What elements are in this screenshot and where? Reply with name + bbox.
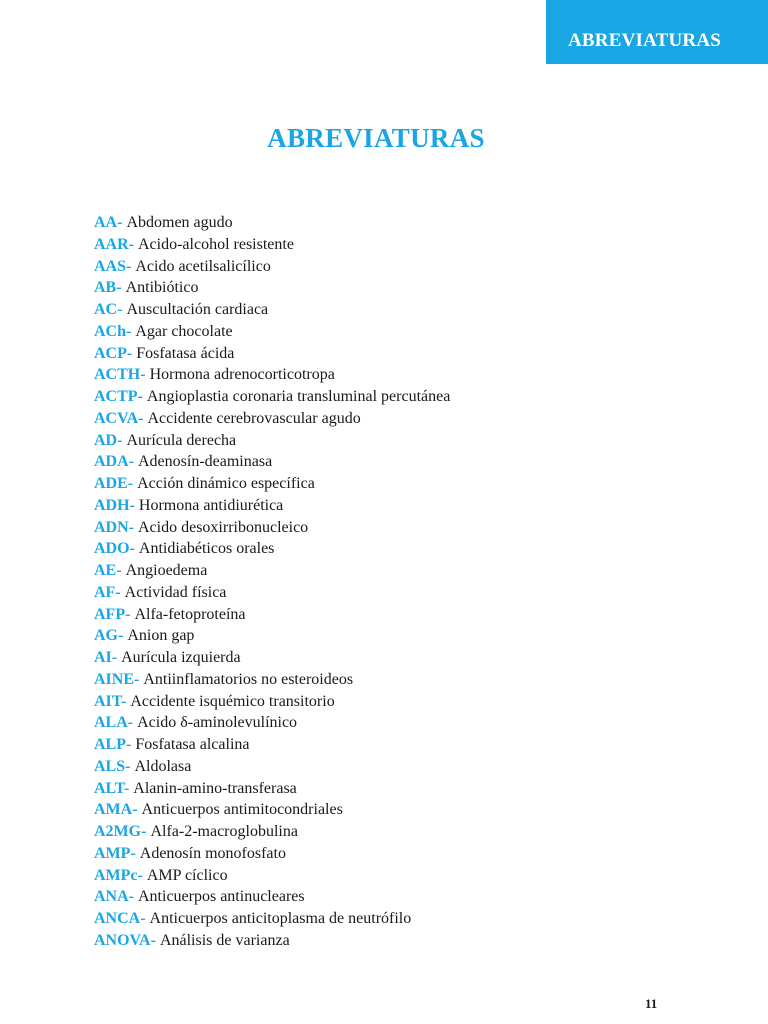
abbreviation-definition: Aldolasa: [134, 757, 192, 775]
abbreviation-code: AF: [94, 583, 116, 601]
abbreviation-separator: -: [137, 866, 147, 884]
abbreviation-entry: [94, 343, 450, 365]
abbreviation-separator: -: [129, 540, 139, 558]
abbreviation-separator: -: [128, 235, 138, 253]
abbreviation-definition: AMP cíclico: [146, 866, 228, 884]
section-header-label: ABREVIATURAS: [568, 30, 722, 51]
abbreviation-entry: [94, 430, 450, 452]
abbreviation-entry: [94, 517, 450, 539]
abbreviation-definition: Alfa-2-macroglobulina: [150, 823, 298, 840]
abbreviation-separator: -: [137, 388, 147, 405]
abbreviation-entry: [94, 604, 450, 626]
abbreviation-separator: -: [120, 692, 131, 710]
abbreviation-separator: -: [126, 736, 136, 753]
abbreviation-separator: -: [117, 214, 127, 231]
abbreviation-separator: -: [128, 518, 138, 536]
abbreviation-entry: [94, 473, 450, 495]
abbreviation-separator: -: [132, 801, 142, 819]
abbreviation-separator: -: [117, 431, 127, 449]
abbreviation-code: AD: [94, 431, 118, 449]
abbreviation-definition: Accidente cerebrovascular agudo: [147, 409, 361, 427]
abbreviation-separator: -: [141, 823, 151, 840]
abbreviation-code: ACP: [94, 344, 127, 362]
abbreviation-code: AMA: [94, 801, 133, 819]
abbreviation-code: AINE: [94, 670, 135, 688]
abbreviation-definition: Antidiabéticos orales: [138, 540, 275, 558]
abbreviation-code: AFP: [94, 605, 126, 623]
abbreviation-entry: [94, 277, 450, 299]
abbreviation-separator: -: [118, 627, 128, 645]
abbreviation-code: ADO: [94, 540, 130, 558]
abbreviation-definition: Fosfatasa ácida: [136, 344, 235, 362]
abbreviation-code: AAR: [94, 235, 129, 253]
abbreviation-definition: Alanin-amino-transferasa: [133, 779, 297, 797]
abbreviation-separator: -: [125, 605, 135, 623]
abbreviation-code: AA: [94, 214, 118, 231]
abbreviation-code: ADH: [94, 496, 130, 514]
abbreviation-definition: Hormona antidiurética: [138, 496, 284, 514]
abbreviation-separator: -: [134, 670, 144, 688]
abbreviation-code: ALS: [94, 757, 126, 775]
abbreviation-definition: Hormona adrenocorticotropa: [149, 366, 335, 384]
abbreviation-definition: Anticuerpos antimitocondriales: [141, 801, 343, 819]
abbreviation-separator: -: [140, 366, 150, 384]
abbreviation-definition: Aurícula izquierda: [121, 649, 241, 666]
abbreviation-separator: -: [129, 496, 139, 514]
abbreviation-separator: -: [125, 757, 135, 775]
abbreviation-code: ANCA: [94, 910, 141, 927]
abbreviation-definition: Acido δ-aminolevulínico: [137, 714, 298, 732]
abbreviation-separator: -: [116, 562, 126, 579]
abbreviation-definition: Anticuerpos antinucleares: [138, 888, 305, 906]
abbreviation-code: AI: [94, 649, 112, 666]
abbreviation-code: ANOVA: [94, 931, 151, 949]
abbreviation-entry: [94, 821, 450, 843]
abbreviation-separator: -: [127, 475, 138, 492]
abbreviation-definition: Alfa-fetoproteína: [134, 605, 246, 623]
abbreviation-entry: [94, 908, 450, 930]
abbreviation-definition: Aurícula derecha: [126, 431, 237, 449]
abbreviation-definition: Acción dinámico específica: [137, 475, 315, 492]
abbreviation-definition: Angioedema: [125, 562, 208, 579]
abbreviation-code: AB: [94, 279, 117, 297]
abbreviation-definition: Anion gap: [127, 627, 195, 645]
abbreviation-definition: Fosfatasa alcalina: [135, 736, 250, 753]
abbreviation-entry: [94, 582, 450, 604]
abbreviation-separator: -: [128, 453, 138, 471]
abbreviation-code: AMPc: [94, 866, 138, 884]
abbreviation-entry: [94, 734, 450, 756]
abbreviation-separator: -: [128, 888, 138, 906]
abbreviation-separator: -: [130, 844, 140, 862]
abbreviation-code: ACTH: [94, 366, 141, 384]
abbreviation-definition: Abdomen agudo: [126, 214, 233, 231]
abbreviation-definition: Adenosín monofosfato: [139, 844, 286, 862]
abbreviation-code: AE: [94, 562, 117, 579]
abbreviation-definition: Antiinflamatorios no esteroideos: [143, 670, 354, 688]
abbreviation-separator: -: [117, 301, 127, 318]
abbreviation-code: ACVA: [94, 409, 139, 427]
abbreviation-entry: [94, 930, 450, 952]
section-header-tab: [546, 0, 768, 64]
abbreviation-code: ADE: [94, 475, 128, 492]
abbreviation-code: ALT: [94, 779, 124, 797]
abbreviation-entry: [94, 756, 450, 778]
abbreviation-definition: Actividad física: [124, 583, 227, 601]
abbreviation-separator: -: [127, 714, 138, 732]
abbreviation-code: ACh: [94, 322, 127, 340]
abbreviation-entry: [94, 386, 450, 408]
page-title: ABREVIATURAS: [267, 123, 485, 153]
abbreviation-entry: [94, 408, 450, 430]
abbreviation-entry: [94, 778, 450, 800]
abbreviation-entry: [94, 886, 450, 908]
abbreviation-entry: [94, 234, 450, 256]
abbreviation-entry: [94, 669, 450, 691]
abbreviation-separator: -: [111, 649, 122, 666]
abbreviation-entry: [94, 495, 450, 517]
abbreviation-entry: [94, 451, 450, 473]
abbreviation-code: AMP: [94, 844, 131, 862]
abbreviation-separator: -: [126, 257, 136, 275]
abbreviation-entry: [94, 256, 450, 278]
abbreviation-definition: Acido desoxirribonucleico: [138, 518, 309, 536]
abbreviation-definition: Angioplastia coronaria transluminal percutánea: [146, 388, 451, 405]
abbreviation-code: AC: [94, 301, 118, 318]
abbreviation-separator: -: [150, 931, 160, 949]
abbreviation-definition: Acido-alcohol resistente: [138, 235, 294, 253]
abbreviation-definition: Accidente isquémico transitorio: [130, 692, 335, 710]
abbreviation-definition: Agar chocolate: [135, 322, 233, 340]
abbreviation-code: ANA: [94, 888, 129, 906]
abbreviation-separator: -: [126, 322, 136, 340]
abbreviation-code: AG: [94, 627, 118, 645]
abbreviation-code: AAS: [94, 257, 127, 275]
abbreviation-definition: Acido acetilsalicílico: [135, 257, 271, 275]
abbreviation-entry: [94, 625, 450, 647]
abbreviation-code: ADN: [94, 518, 129, 536]
abbreviation-definition: Adenosín-deaminasa: [138, 453, 273, 471]
abbreviation-entry: [94, 799, 450, 821]
abbreviation-separator: -: [123, 779, 134, 797]
abbreviation-separator: -: [126, 344, 137, 362]
abbreviation-code: ACTP: [94, 388, 138, 405]
abbreviation-entry: [94, 212, 450, 234]
abbreviation-entry: [94, 647, 450, 669]
abbreviation-entry: [94, 364, 450, 386]
abbreviation-separator: -: [140, 910, 150, 927]
abbreviation-separator: -: [138, 409, 148, 427]
abbreviation-list: [94, 212, 450, 952]
abbreviation-entry: [94, 843, 450, 865]
abbreviation-entry: [94, 538, 450, 560]
abbreviation-definition: Antibiótico: [125, 279, 199, 297]
abbreviation-entry: [94, 560, 450, 582]
abbreviation-separator: -: [116, 279, 126, 297]
abbreviation-definition: Auscultación cardiaca: [126, 301, 269, 318]
abbreviation-definition: Anticuerpos anticitoplasma de neutrófilo: [149, 910, 412, 927]
abbreviation-entry: [94, 299, 450, 321]
abbreviation-code: AIT: [94, 692, 121, 710]
abbreviation-separator: -: [115, 583, 125, 601]
abbreviation-entry: [94, 712, 450, 734]
abbreviation-code: ALA: [94, 714, 128, 732]
abbreviation-definition: Análisis de varianza: [159, 931, 290, 949]
abbreviation-code: ALP: [94, 736, 126, 753]
page-number: 11: [645, 996, 658, 1011]
abbreviation-entry: [94, 321, 450, 343]
abbreviation-code: ADA: [94, 453, 129, 471]
abbreviation-entry: [94, 691, 450, 713]
abbreviation-code: A2MG: [94, 823, 142, 840]
abbreviation-entry: [94, 865, 450, 887]
